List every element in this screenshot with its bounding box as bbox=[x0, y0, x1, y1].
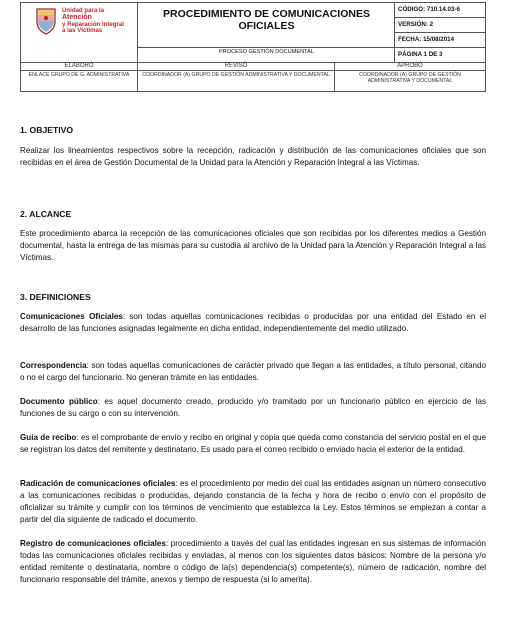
definition-text: : son todas aquellas comunicaciones recibidas o producidas por una entidad del Estado en el desarrollo de las funciones asignadas legalmente en dicha entidad, independientemente del medio utilizado. bbox=[20, 312, 486, 333]
elaboro-column bbox=[21, 63, 138, 92]
section-title-alcance: 2. ALCANCE bbox=[20, 209, 72, 219]
reviso-column bbox=[138, 63, 335, 92]
process-name: PROCESO GESTIÓN DOCUMENTAL bbox=[138, 47, 395, 55]
definition-term: Registro de comunicaciones oficiales bbox=[20, 539, 166, 548]
elaboro-header: ELABORÓ bbox=[21, 63, 137, 71]
reviso-value: COORDINADOR (A) GRUPO DE GESTIÓN ADMINISTRATIVA Y DOCUMENTAL bbox=[142, 72, 330, 78]
definition-text: : es aquel documento creado, producido y/o tramitado por un funcionario público en ejercicio de las funciones de su cargo o con su intervención. bbox=[20, 397, 486, 418]
definition-term: Radicación de comunicaciones oficiales bbox=[20, 479, 176, 488]
alcance-paragraph: Este procedimiento abarca la recepción de las comunicaciones oficiales que son recibidas por los diferentes medios a Gestión documental, hasta la entrega de las mismas para su custodia al archivo de la Unidad para la Atención y Reparación Integral a las Víctimas. bbox=[20, 229, 486, 262]
definition-text: : procedimiento a través del cual las entidades ingresan en sus sistemas de información todas las comunicaciones oficiales recibidas y enviadas, al menos con los siguientes datos básicos: Nombre de la persona y/o entidad remitente o destinataria, nombre o código de la(s) dependencia(s) competente(s), número de radicación, nombre del funcionario responsable del trámite, anexos y tiempo de respuesta (si lo amerita). bbox=[20, 539, 486, 584]
definition-term: Comunicaciones Oficiales bbox=[20, 312, 123, 321]
definition-text: : es el procedimiento por medio del cual las entidades asignan un número consecutivo a las comunicaciones recibidas o producidas, dejando constancia de la fecha y hora de recibo o envío con el propósito de oficializar su trámite y cumplir con los términos de vencimiento que establezca la Ley. Estos términos se empiezan a contar a partir del día siguiente de radicado el documento. bbox=[20, 479, 486, 524]
logo-line-1: Unidad para la bbox=[62, 7, 104, 14]
definition-item bbox=[20, 538, 486, 586]
aprobo-value: COORDINADOR (A) GRUPO DE GESTIÓN ADMINISTRATIVA Y DOCUMENTAL bbox=[359, 72, 461, 84]
code-field: CÓDIGO: 710.14.03-6 bbox=[395, 3, 486, 18]
logo-line-3: y Reparación Integral bbox=[62, 20, 124, 28]
definition-term: Guía de recibo bbox=[20, 433, 77, 442]
aprobo-column bbox=[335, 63, 485, 92]
section-title-definiciones: 3. DEFINICIONES bbox=[20, 292, 91, 302]
elaboro-value: ENLACE GRUPO DE G. ADMINISTRATIVA bbox=[28, 72, 130, 78]
version-field: VERSIÓN: 2 bbox=[395, 18, 486, 33]
approval-row bbox=[21, 63, 487, 92]
definition-text: : son todas aquellas comunicaciones de carácter privado que llegan a las entidades, a título personal, citando o no el cargo del funcionario. No generan trámite en las entidades. bbox=[20, 361, 486, 382]
definition-item bbox=[20, 432, 486, 456]
logo-cell bbox=[21, 3, 138, 63]
logo-line-4: a las Víctimas bbox=[62, 27, 103, 35]
reviso-header: REVISÓ bbox=[138, 63, 334, 71]
definition-term: Documento público bbox=[20, 397, 98, 406]
metadata-cell bbox=[395, 3, 486, 63]
title-cell bbox=[138, 3, 395, 63]
logo-wordmark bbox=[62, 8, 134, 35]
objetivo-paragraph: Realizar los lineamientos respectivos sobre la recepción, radicación y distribución de las comunicaciones oficiales que son recibidas en el área de Gestión Documental de la Unidad para la Atención y Reparación Integral a las Víctimas. bbox=[20, 146, 486, 167]
page-field: PÁGINA 1 DE 3 bbox=[398, 51, 443, 58]
section-title-objetivo: 1. OBJETIVO bbox=[20, 125, 74, 135]
definition-item bbox=[20, 360, 486, 384]
definition-item bbox=[20, 311, 486, 335]
logo-line-2: Atención bbox=[62, 13, 92, 21]
definition-item bbox=[20, 478, 486, 526]
document-title: PROCEDIMIENTO DE COMUNICACIONES OFICIALES bbox=[163, 8, 370, 32]
document-header-table bbox=[20, 2, 486, 92]
definition-term: Correspondencia bbox=[20, 361, 87, 370]
definition-text: : es el comprobante de envío y recibo en original y copia que queda como constancia del servicio postal en el que se registran los datos del remitente y destinatario. Es usado para el correo recibido o enviado hacia el exterior de la entidad. bbox=[20, 433, 486, 454]
date-field: FECHA: 15/08/2014 bbox=[395, 33, 486, 48]
aprobo-header: APROBÓ bbox=[335, 63, 485, 71]
colombia-coat-of-arms-icon bbox=[34, 7, 58, 35]
definition-item bbox=[20, 396, 486, 420]
